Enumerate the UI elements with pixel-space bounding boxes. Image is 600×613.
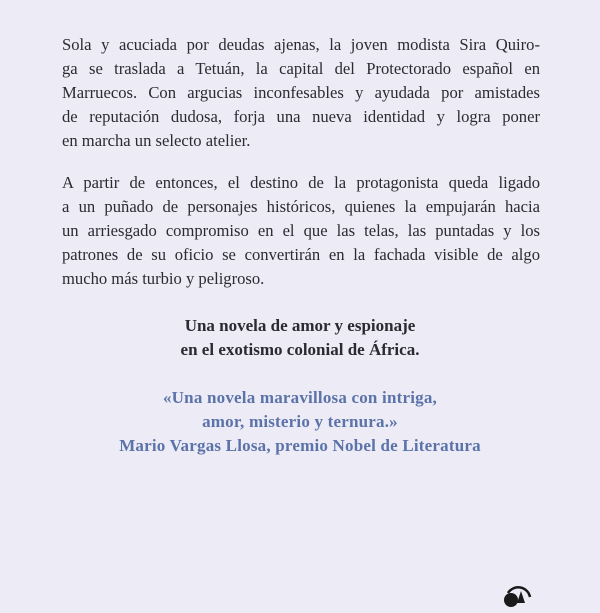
text-line: en marcha un selecto atelier. bbox=[62, 131, 251, 150]
review-quote bbox=[0, 386, 600, 458]
text-line: Sola y acuciada por deudas ajenas, la joven modista Sira Quiro- bbox=[62, 35, 540, 54]
quote-line: «Una novela maravillosa con intriga, bbox=[162, 388, 437, 407]
publisher-logo-icon bbox=[502, 583, 532, 613]
tagline-line: Una novela de amor y espionaje bbox=[184, 316, 416, 335]
tagline-line: en el exotismo colonial de África. bbox=[180, 340, 420, 359]
quote-attribution: Mario Vargas Llosa, premio Nobel de Literatura bbox=[119, 436, 481, 455]
text-line: a un puñado de personajes históricos, quienes la empujarán hacia bbox=[62, 197, 540, 216]
text-line: Marruecos. Con argucias inconfesables y ayudada por amistades bbox=[62, 83, 540, 102]
text-line: ga se traslada a Tetuán, la capital del Protectorado español en bbox=[62, 59, 540, 78]
text-line: A partir de entonces, el destino de la protagonista queda ligado bbox=[62, 173, 540, 192]
text-line: patrones de su oficio se convertirán en la fachada visible de algo bbox=[62, 245, 540, 264]
synopsis-paragraph-1 bbox=[62, 33, 540, 153]
quote-line: amor, misterio y ternura.» bbox=[202, 412, 398, 431]
tagline bbox=[0, 314, 600, 362]
text-line: un arriesgado compromiso en el que las telas, las puntadas y los bbox=[62, 221, 540, 240]
text-line: mucho más turbio y peligroso. bbox=[62, 269, 265, 288]
synopsis-paragraph-2 bbox=[62, 171, 540, 291]
text-line: de reputación dudosa, forja una nueva identidad y logra poner bbox=[62, 107, 540, 126]
